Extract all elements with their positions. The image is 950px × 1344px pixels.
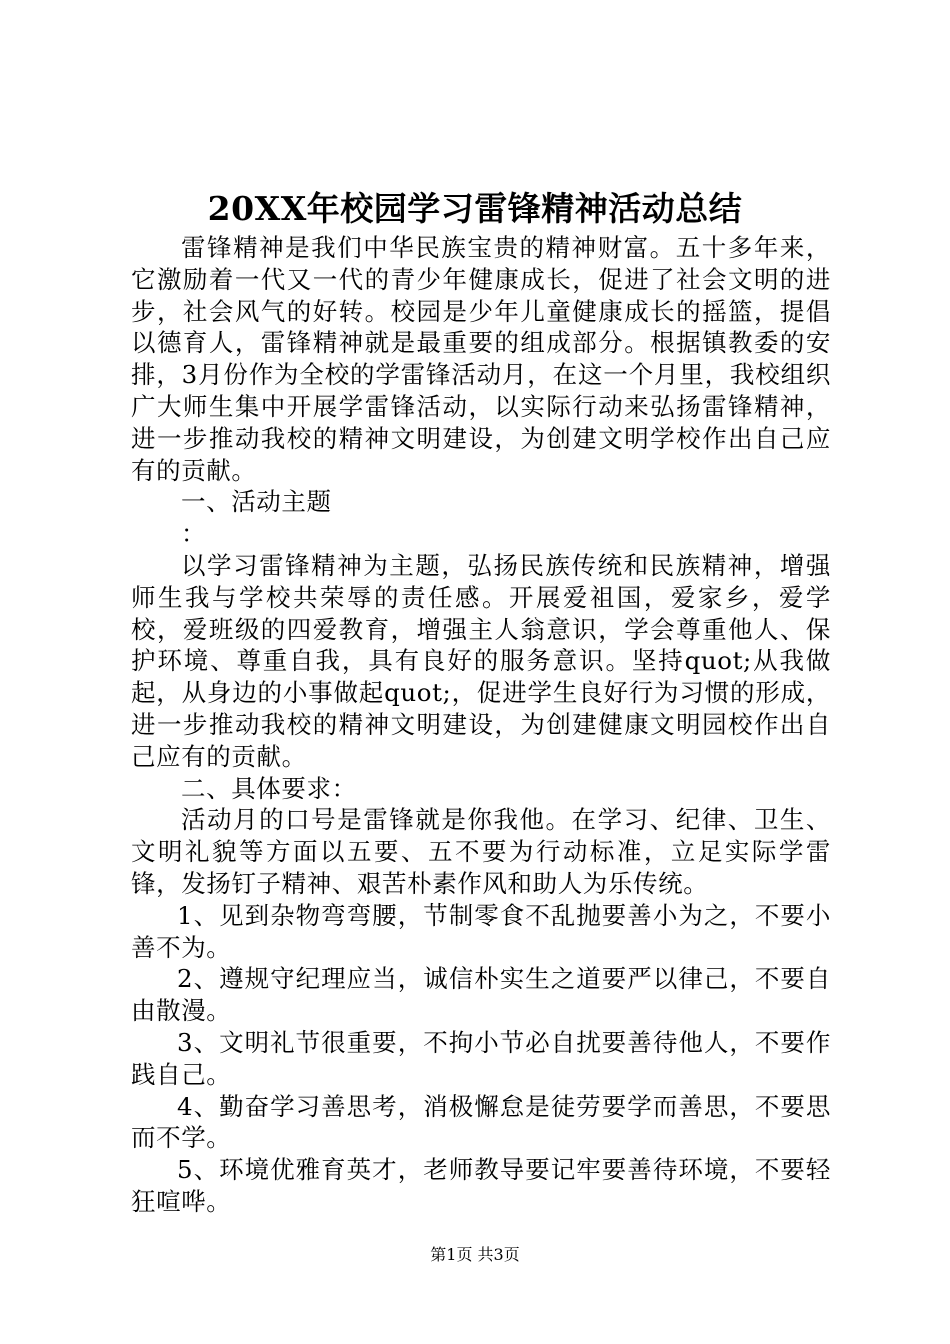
colon-line: ： — [181, 519, 207, 549]
list-item-5: 5、环境优雅育英才，老师教导要记牢要善待环境，不要轻狂喧哗。 — [131, 1155, 831, 1216]
list-item-3: 3、文明礼节很重要，不拘小节必自扰要善待他人，不要作践自己。 — [131, 1027, 831, 1089]
paragraph-intro: 雷锋精神是我们中华民族宝贵的精神财富。五十多年来，它激励着一代又一代的青少年健康成长，促进了社会文明的进步，社会风气的好转。校园是少年儿童健康成长的摇篮，提倡以德育人，雷锋精神就是最重要的组成部分。根据镇教委的安排，3月份作为全校的学雷锋活动月，在这一个月里，我校组织广大师生集中开展学雷锋活动，以实际行动来弘扬雷锋精神，进一步推动我校的精神文明建设，为创建文明学校作出自己应有的贡献。 — [131, 233, 831, 485]
list-item-1: 1、见到杂物弯弯腰，节制零食不乱抛要善小为之，不要小善不为。 — [131, 900, 831, 962]
document-body — [131, 232, 831, 1218]
list-item-4: 4、勤奋学习善思考，消极懈怠是徒劳要学而善思，不要思而不学。 — [131, 1091, 831, 1153]
section-heading-activity-theme: 一、活动主题 — [181, 487, 332, 517]
document-title: 20XX年校园学习雷锋精神活动总结 — [207, 189, 743, 228]
paragraph-theme: 以学习雷锋精神为主题，弘扬民族传统和民族精神，增强师生我与学校共荣辱的责任感。开展爱祖国，爱家乡，爱学校，爱班级的四爱教育，增强主人翁意识，学会尊重他人、保护环境、尊重自我，具有良好的服务意识。坚持quot;从我做起，从身边的小事做起quot;，促进学生良好行为习惯的形成，进一步推动我校的精神文明建设，为创建健康文明园校作出自己应有的贡献。 — [131, 550, 831, 771]
paragraph-slogan: 活动月的口号是雷锋就是你我他。在学习、纪律、卫生、文明礼貌等方面以五要、五不要为行动标准，立足实际学雷锋，发扬钉子精神、艰苦朴素作风和助人为乐传统。 — [131, 805, 831, 898]
list-item-2: 2、遵规守纪理应当，诚信朴实生之道要严以律己，不要自由散漫。 — [131, 964, 831, 1026]
section-heading-requirements: 二、具体要求： — [181, 773, 357, 803]
page-footer: 第1页 共3页 — [430, 1245, 520, 1264]
